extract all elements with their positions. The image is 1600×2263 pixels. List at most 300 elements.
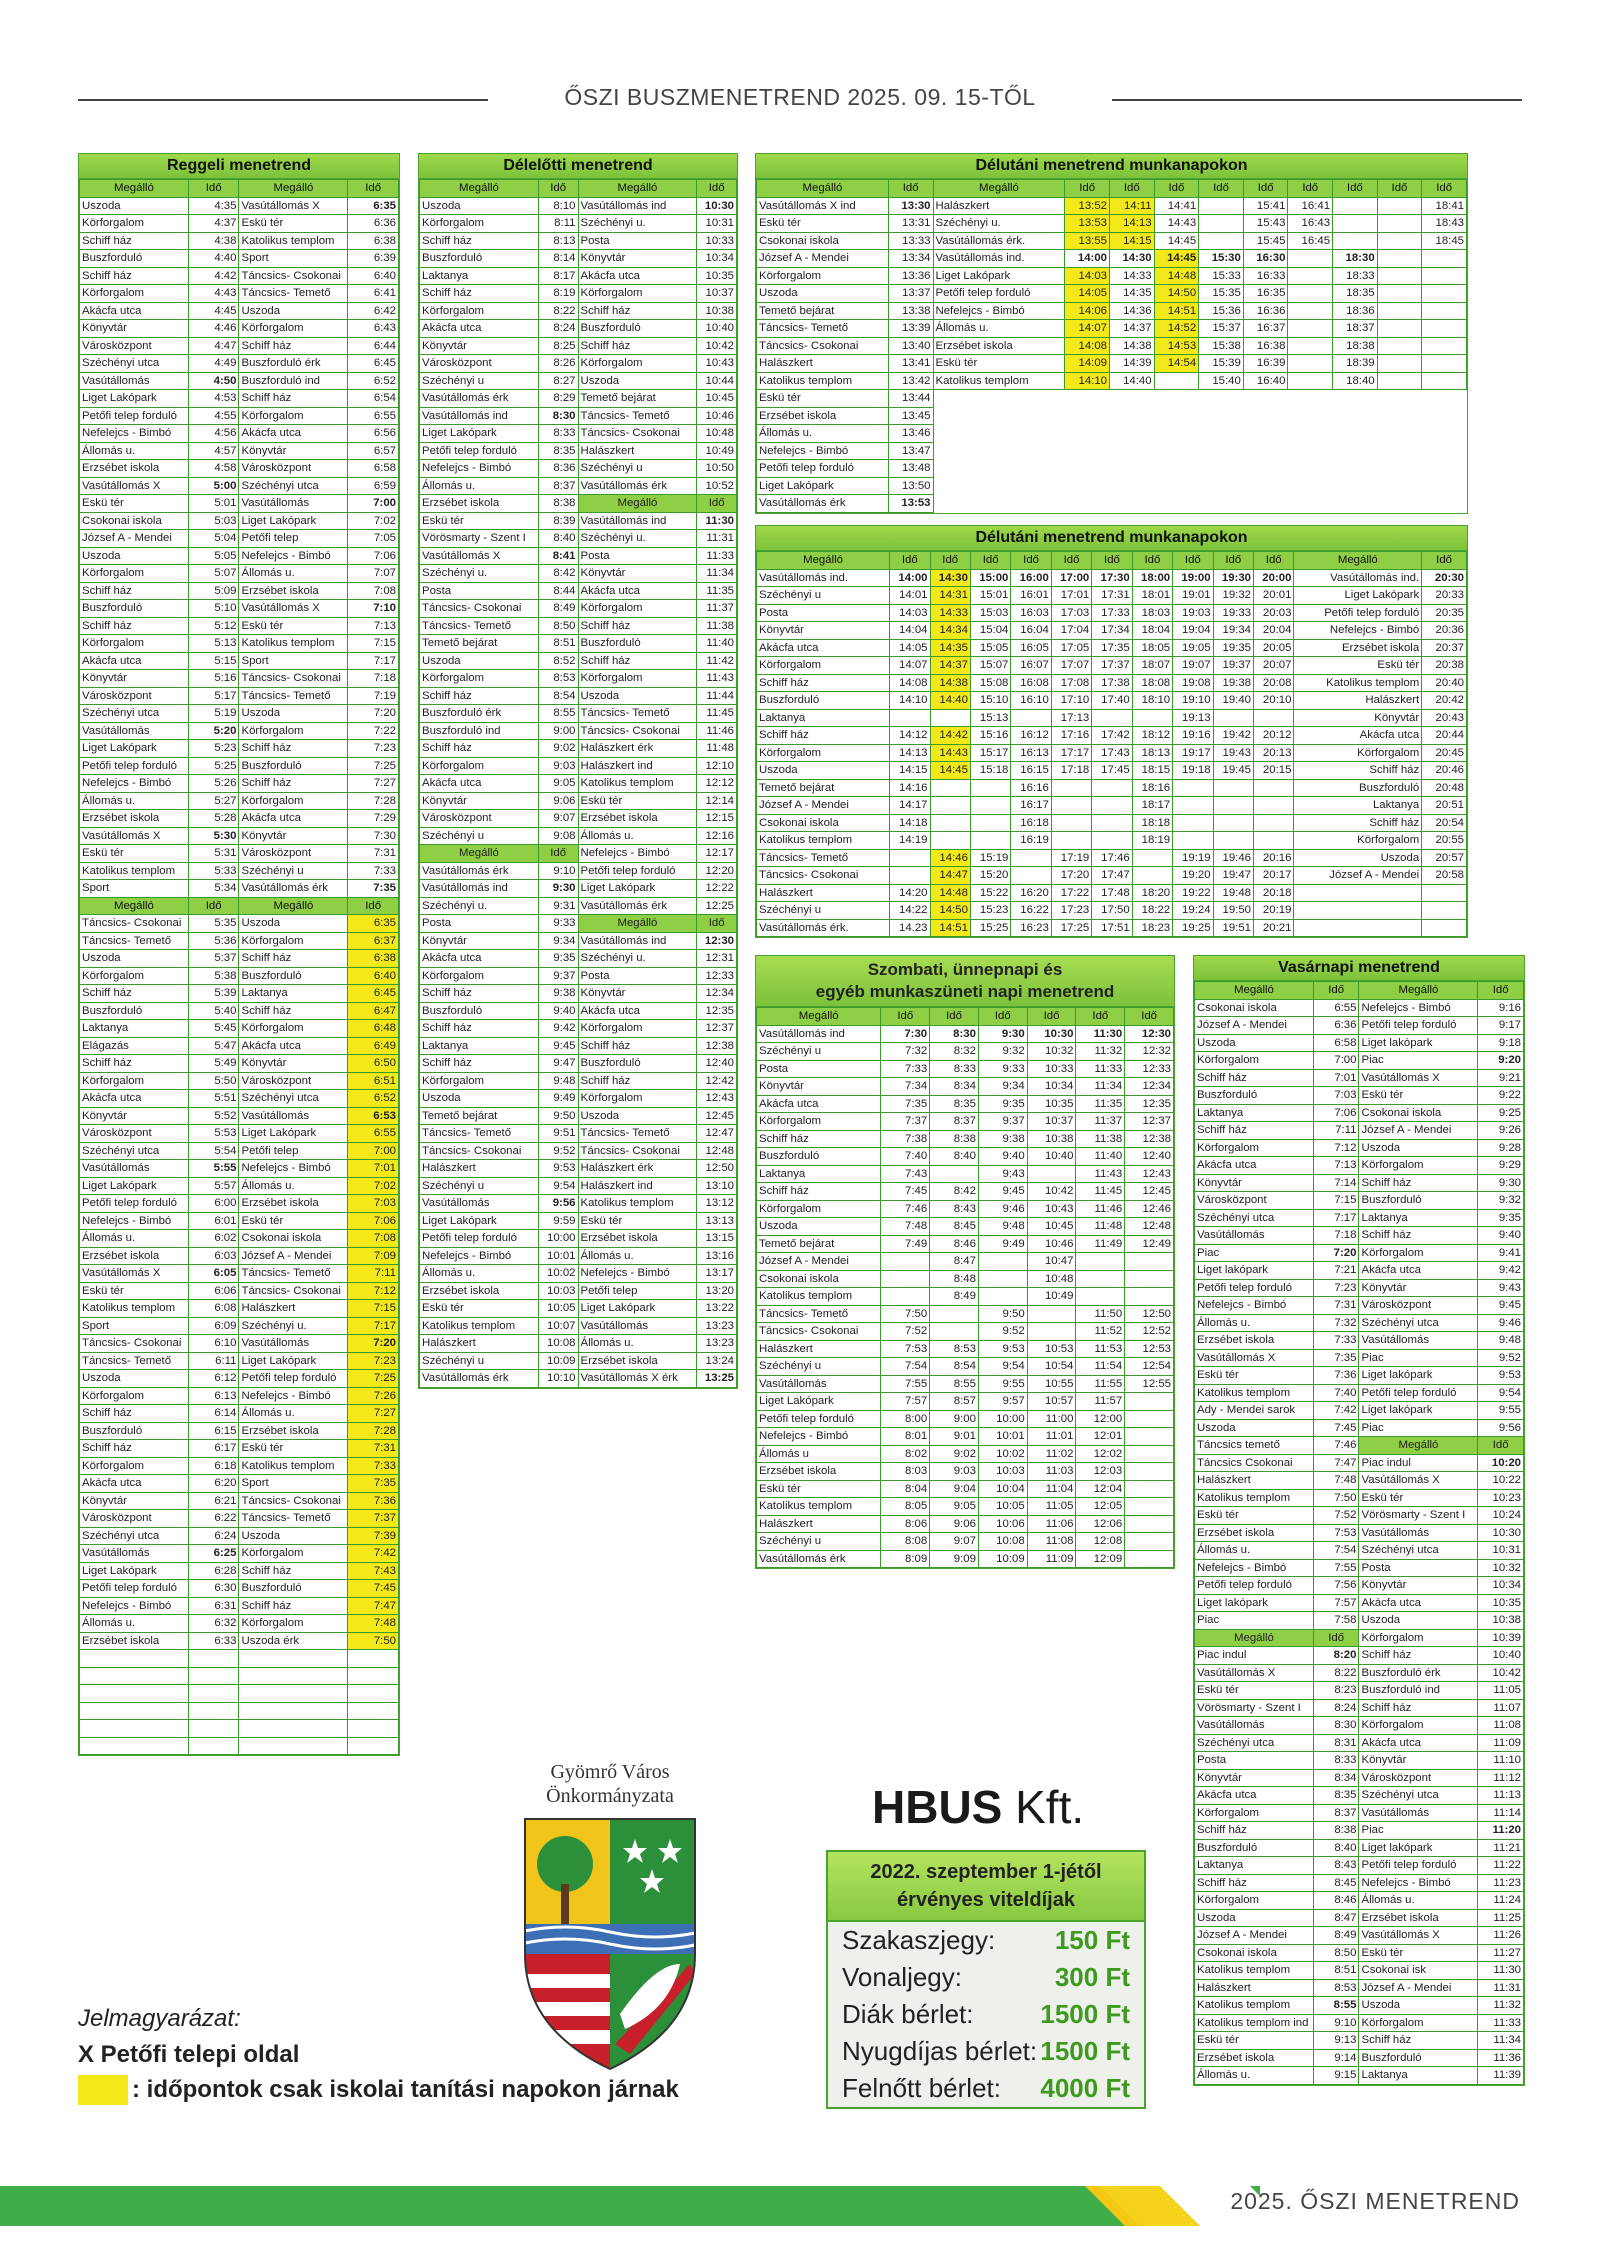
- timetable-cell: 8:29: [538, 390, 578, 408]
- timetable-cell: 14:03: [890, 604, 930, 622]
- timetable-cell: Schiff ház: [80, 985, 189, 1003]
- table-row: [757, 919, 1467, 937]
- timetable-cell: Erzsébet iskola: [239, 1422, 348, 1440]
- timetable-cell: 7:32: [1313, 1314, 1359, 1332]
- table-row: [80, 687, 399, 705]
- timetable-cell: 16:00: [1011, 569, 1051, 587]
- timetable-cell: Buszforduló érk: [239, 355, 348, 373]
- table-row: [1195, 1577, 1524, 1595]
- timetable-cell: 12:02: [1076, 1445, 1125, 1463]
- timetable-cell: [239, 1702, 348, 1720]
- timetable-cell: Schiff ház: [80, 267, 189, 285]
- timetable-cell: Liget Lakópark: [420, 425, 539, 443]
- timetable-cell: 20:21: [1254, 919, 1294, 937]
- timetable-cell: 10:00: [538, 1230, 578, 1248]
- timetable-cell: 11:30: [1076, 1025, 1125, 1043]
- timetable-cell: 17:19: [1051, 849, 1091, 867]
- table-row: [80, 932, 399, 950]
- timetable-cell: 10:10: [538, 1370, 578, 1388]
- table-row: [1195, 1367, 1524, 1385]
- table-row: [80, 320, 399, 338]
- timetable-cell: 8:40: [930, 1148, 979, 1166]
- table-row: [757, 587, 1467, 605]
- table-row: [1195, 1507, 1524, 1525]
- timetable-cell: 6:17: [188, 1440, 239, 1458]
- table-row: [80, 1370, 399, 1388]
- timetable-cell: 17:20: [1051, 867, 1091, 885]
- timetable-cell: Uszoda: [578, 687, 697, 705]
- timetable-cell: [1422, 267, 1467, 285]
- timetable-cell: Liget Lakópark: [578, 880, 697, 898]
- timetable-cell: Vasútállomás ind: [578, 197, 697, 215]
- timetable-cell: Liget Lakópark: [80, 1177, 189, 1195]
- timetable-cell: Akácfa utca: [1359, 1594, 1478, 1612]
- table-row: [420, 512, 737, 530]
- timetable-cell: Nefelejcs - Bimbó: [1359, 999, 1478, 1017]
- timetable-cell: 5:36: [188, 932, 239, 950]
- timetable-cell: Temető bejárat: [757, 1235, 881, 1253]
- timetable-cell: 18:36: [1333, 302, 1378, 320]
- timetable-cell: 12:38: [697, 1037, 737, 1055]
- timetable-cell: Könyvtár: [757, 1078, 881, 1096]
- timetable-cell: 10:34: [697, 250, 737, 268]
- timetable-cell: 12:38: [1125, 1130, 1174, 1148]
- timetable-cell: Idő: [1313, 1629, 1359, 1647]
- timetable-cell: 7:06: [1313, 1104, 1359, 1122]
- timetable-cell: Csokonai iskola: [239, 1230, 348, 1248]
- timetable-cell: [1288, 495, 1333, 513]
- timetable-cell: 9:42: [538, 1020, 578, 1038]
- timetable-cell: 4:56: [188, 425, 239, 443]
- timetable-cell: 18:43: [1422, 215, 1467, 233]
- timetable-cell: 15:20: [970, 867, 1010, 885]
- table-row: [420, 1037, 737, 1055]
- timetable-cell: Akácfa utca: [578, 1002, 697, 1020]
- timetable-cell: Schiff ház: [80, 232, 189, 250]
- timetable-cell: [1092, 779, 1132, 797]
- timetable-cell: Körforgalom: [578, 600, 697, 618]
- timetable-cell: 10:09: [978, 1550, 1027, 1568]
- table-row: [420, 635, 737, 653]
- timetable-cell: Akácfa utca: [80, 652, 189, 670]
- timetable-cell: Könyvtár: [239, 827, 348, 845]
- timetable-cell: 8:50: [538, 617, 578, 635]
- table-row: [1195, 1944, 1524, 1962]
- timetable-cell: Vasútállomás X: [420, 547, 539, 565]
- timetable-cell: [1288, 477, 1333, 495]
- timetable-cell: Idő: [1213, 552, 1253, 570]
- timetable-cell: Piac: [1359, 1052, 1478, 1070]
- timetable-cell: Idő: [1110, 180, 1155, 198]
- timetable-cell: [1154, 442, 1199, 460]
- timetable-cell: 11:37: [697, 600, 737, 618]
- timetable-cell: 19:22: [1173, 884, 1213, 902]
- timetable-cell: Körforgalom: [239, 932, 348, 950]
- timetable-cell: Petőfi telep forduló: [1359, 1857, 1478, 1875]
- timetable-cell: 8:55: [1313, 1997, 1359, 2015]
- timetable-cell: 9:50: [538, 1107, 578, 1125]
- timetable-cell: 10:22: [1478, 1472, 1524, 1490]
- timetable-cell: [1377, 390, 1422, 408]
- table-row: [80, 1650, 399, 1668]
- timetable-cell: 14:33: [930, 604, 970, 622]
- timetable-cell: Könyvtár: [80, 1492, 189, 1510]
- table-row: [420, 1265, 737, 1283]
- timetable-cell: Táncsics- Csokonai: [239, 1282, 348, 1300]
- timetable-cell: 7:15: [1313, 1192, 1359, 1210]
- coat-of-arms-icon: [520, 1814, 700, 2074]
- timetable-cell: 7:31: [348, 1440, 399, 1458]
- table-row: [1195, 1822, 1524, 1840]
- timetable-cell: 6:33: [188, 1632, 239, 1650]
- timetable-cell: Állomás u.: [933, 320, 1065, 338]
- timetable-cell: [80, 1702, 189, 1720]
- timetable-cell: 12:50: [1125, 1305, 1174, 1323]
- table-row: [1195, 1297, 1524, 1315]
- timetable-cell: 14:51: [930, 919, 970, 937]
- timetable-cell: 12:48: [1125, 1218, 1174, 1236]
- timetable-cell: 8:49: [538, 600, 578, 618]
- timetable-cell: 6:58: [1313, 1034, 1359, 1052]
- timetable-cell: 5:03: [188, 512, 239, 530]
- timetable-cell: 18:39: [1333, 355, 1378, 373]
- table-row: [420, 705, 737, 723]
- timetable-cell: Liget Lakópark: [933, 267, 1065, 285]
- timetable-cell: 20:00: [1254, 569, 1294, 587]
- timetable-cell: 19:38: [1213, 674, 1253, 692]
- timetable-reggeli: [78, 153, 400, 1756]
- table-row: [757, 1515, 1174, 1533]
- timetable-cell: 7:55: [881, 1375, 930, 1393]
- timetable-cell: 20:57: [1422, 849, 1467, 867]
- timetable-cell: 7:48: [1313, 1472, 1359, 1490]
- timetable-cell: [1422, 337, 1467, 355]
- table-row: [80, 862, 399, 880]
- timetable-cell: 8:10: [538, 197, 578, 215]
- table-row: [80, 967, 399, 985]
- timetable-cell: 7:33: [1313, 1332, 1359, 1350]
- timetable-cell: 5:50: [188, 1072, 239, 1090]
- timetable-cell: [1173, 779, 1213, 797]
- timetable-cell: 13:13: [697, 1212, 737, 1230]
- timetable-cell: Vasútállomás: [420, 1195, 539, 1213]
- timetable-cell: Petőfi telep forduló: [1195, 1279, 1314, 1297]
- timetable-cell: Megálló: [1195, 1629, 1314, 1647]
- table-row: [757, 762, 1467, 780]
- timetable-cell: Vasútállomás X: [239, 600, 348, 618]
- timetable-cell: 16:30: [1243, 250, 1288, 268]
- timetable-cell: 14:17: [890, 797, 930, 815]
- timetable-cell: Megálló: [239, 897, 348, 915]
- timetable-cell: Halászkert: [933, 197, 1065, 215]
- timetable-cell: 9:21: [1478, 1069, 1524, 1087]
- timetable-cell: Idő: [348, 897, 399, 915]
- timetable-cell: 5:05: [188, 547, 239, 565]
- timetable-cell: Könyvtár: [1359, 1752, 1478, 1770]
- timetable-cell: 8:46: [1313, 1892, 1359, 1910]
- timetable-cell: [933, 390, 1065, 408]
- timetable-cell: Halászkert ind: [578, 1177, 697, 1195]
- timetable-cell: Schiff ház: [1294, 814, 1422, 832]
- timetable-cell: 12:10: [697, 757, 737, 775]
- timetable-cell: 4:46: [188, 320, 239, 338]
- timetable-cell: Csokonai iskola: [1359, 1104, 1478, 1122]
- table-row: [80, 880, 399, 898]
- timetable-cell: 14:45: [1154, 232, 1199, 250]
- timetable-cell: 11:48: [1076, 1218, 1125, 1236]
- timetable-cell: 4:55: [188, 407, 239, 425]
- table-row: [80, 722, 399, 740]
- timetable-cell: 17:30: [1092, 569, 1132, 587]
- timetable-cell: 14:37: [930, 657, 970, 675]
- timetable-cell: 7:03: [348, 1195, 399, 1213]
- timetable-cell: 11:33: [697, 547, 737, 565]
- table-row: [420, 337, 737, 355]
- timetable-cell: [1243, 442, 1288, 460]
- timetable-cell: 5:30: [188, 827, 239, 845]
- timetable-cell: 6:43: [348, 320, 399, 338]
- timetable-cell: Akácfa utca: [1359, 1734, 1478, 1752]
- timetable-cell: 20:40: [1422, 674, 1467, 692]
- timetable-cell: 9:00: [538, 722, 578, 740]
- timetable-cell: 8:57: [930, 1393, 979, 1411]
- timetable-cell: 16:05: [1011, 639, 1051, 657]
- footer-title: 2025. ŐSZI MENETREND: [1230, 2188, 1520, 2214]
- legend-yellow-note: [78, 2075, 679, 2105]
- timetable-cell: [1173, 814, 1213, 832]
- timetable-cell: Erzsébet iskola: [1359, 1909, 1478, 1927]
- table-row: [80, 1667, 399, 1685]
- timetable-cell: 9:53: [538, 1160, 578, 1178]
- table-row: [420, 1282, 737, 1300]
- timetable-cell: 11:46: [697, 722, 737, 740]
- table-row: [1195, 1699, 1524, 1717]
- timetable-cell: Táncsics- Csokonai: [239, 1492, 348, 1510]
- timetable-cell: 9:16: [1478, 999, 1524, 1017]
- timetable-cell: 7:13: [1313, 1157, 1359, 1175]
- timetable-cell: 17:42: [1092, 727, 1132, 745]
- table-row: [420, 1195, 737, 1213]
- timetable-cell: [1377, 215, 1422, 233]
- timetable-cell: Idő: [1065, 180, 1110, 198]
- timetable-cell: [80, 1720, 189, 1738]
- timetable-cell: Körforgalom: [80, 285, 189, 303]
- timetable-cell: 16:20: [1011, 884, 1051, 902]
- timetable-cell: [1294, 884, 1422, 902]
- timetable-cell: 10:01: [538, 1247, 578, 1265]
- table-row: [1195, 1454, 1524, 1472]
- timetable-cell: 4:42: [188, 267, 239, 285]
- timetable-cell: Nefelejcs - Bimbó: [1359, 1874, 1478, 1892]
- timetable-cell: 11:35: [1076, 1095, 1125, 1113]
- timetable-cell: 9:52: [978, 1323, 1027, 1341]
- timetable-cell: 7:55: [1313, 1559, 1359, 1577]
- timetable-cell: 11:24: [1478, 1892, 1524, 1910]
- timetable-cell: Könyvtár: [1294, 709, 1422, 727]
- timetable-cell: 7:37: [881, 1113, 930, 1131]
- table-row: [80, 1632, 399, 1650]
- timetable-cell: József A - Mendei: [757, 797, 890, 815]
- timetable-cell: 15:36: [1199, 302, 1244, 320]
- page-title: ŐSZI BUSZMENETREND 2025. 09. 15-TŐL: [564, 84, 1036, 110]
- timetable-cell: 7:46: [881, 1200, 930, 1218]
- timetable-title: Vasárnapi menetrend: [1194, 956, 1524, 981]
- timetable-cell: Vasútállomás X érk: [578, 1370, 697, 1388]
- table-row: [80, 635, 399, 653]
- timetable-cell: Eskü tér: [420, 1300, 539, 1318]
- timetable-cell: Schiff ház: [80, 1405, 189, 1423]
- timetable-cell: 7:26: [348, 1387, 399, 1405]
- table-row: [80, 1125, 399, 1143]
- timetable-cell: 11:34: [1076, 1078, 1125, 1096]
- timetable-cell: Sport: [239, 652, 348, 670]
- timetable-cell: 19:13: [1173, 709, 1213, 727]
- timetable-cell: 10:54: [1027, 1358, 1076, 1376]
- timetable-cell: Könyvtár: [420, 932, 539, 950]
- table-row: [420, 442, 737, 460]
- timetable-cell: 20:51: [1422, 797, 1467, 815]
- timetable-cell: 9:56: [1478, 1419, 1524, 1437]
- timetable-cell: 13:52: [1065, 197, 1110, 215]
- timetable-cell: Schiff ház: [239, 1597, 348, 1615]
- timetable-cell: 9:04: [930, 1480, 979, 1498]
- timetable-cell: Széchényi u: [757, 902, 890, 920]
- timetable-cell: 11:03: [1027, 1463, 1076, 1481]
- table-row: [80, 915, 399, 933]
- timetable-cell: Buszforduló érk: [1359, 1664, 1478, 1682]
- timetable-cell: 10:03: [538, 1282, 578, 1300]
- timetable-cell: Csokonai iskola: [1195, 1944, 1314, 1962]
- table-row: [757, 1550, 1174, 1568]
- table-row: [757, 1305, 1174, 1323]
- timetable-cell: Idő: [890, 552, 930, 570]
- timetable-cell: 6:30: [188, 1580, 239, 1598]
- timetable-cell: Akácfa utca: [420, 950, 539, 968]
- timetable-cell: Könyvtár: [420, 792, 539, 810]
- timetable-cell: 10:48: [697, 425, 737, 443]
- table-row: [420, 1300, 737, 1318]
- table-row: [757, 285, 1467, 303]
- timetable-cell: 13:12: [697, 1195, 737, 1213]
- timetable-cell: Körforgalom: [1359, 1629, 1478, 1647]
- timetable-cell: Városközpont: [420, 355, 539, 373]
- table-row: [1195, 1682, 1524, 1700]
- timetable-cell: 8:23: [1313, 1682, 1359, 1700]
- timetable-cell: Schiff ház: [1195, 1069, 1314, 1087]
- timetable-cell: [1125, 1393, 1174, 1411]
- timetable-cell: 7:32: [881, 1043, 930, 1061]
- timetable-cell: 11:42: [697, 652, 737, 670]
- timetable-cell: [1065, 460, 1110, 478]
- timetable-cell: Eskü tér: [757, 390, 889, 408]
- timetable-cell: [1333, 215, 1378, 233]
- timetable-cell: 9:49: [538, 1090, 578, 1108]
- timetable-cell: Schiff ház: [757, 1130, 881, 1148]
- timetable-cell: Könyvtár: [1195, 1174, 1314, 1192]
- timetable-cell: 16:36: [1243, 302, 1288, 320]
- timetable-cell: Erzsébet iskola: [757, 1463, 881, 1481]
- timetable-cell: [1092, 832, 1132, 850]
- timetable-cell: 9:14: [1313, 2049, 1359, 2067]
- timetable-cell: Schiff ház: [420, 1055, 539, 1073]
- table-row: [420, 197, 737, 215]
- timetable-cell: [1011, 849, 1051, 867]
- timetable-cell: 8:49: [930, 1288, 979, 1306]
- timetable-cell: Vasútállomás érk.: [757, 919, 890, 937]
- timetable-cell: Körforgalom: [80, 635, 189, 653]
- timetable-cell: 10:02: [978, 1445, 1027, 1463]
- timetable-cell: 10:55: [1027, 1375, 1076, 1393]
- timetable-cell: Uszoda: [80, 547, 189, 565]
- timetable-cell: 8:31: [1313, 1734, 1359, 1752]
- timetable-cell: Könyvtár: [239, 1055, 348, 1073]
- timetable-cell: Buszforduló érk: [420, 705, 539, 723]
- timetable-cell: [1110, 390, 1155, 408]
- table-row: [80, 1475, 399, 1493]
- timetable-cell: 18:05: [1132, 639, 1172, 657]
- table-row: [1195, 1612, 1524, 1630]
- table-row: [420, 460, 737, 478]
- timetable-cell: 8:35: [1313, 1787, 1359, 1805]
- timetable-cell: 7:47: [348, 1597, 399, 1615]
- timetable-cell: 10:07: [538, 1317, 578, 1335]
- timetable-title: Délutáni menetrend munkanapokon: [756, 154, 1467, 179]
- table-row: [420, 862, 737, 880]
- timetable-cell: Katolikus templom: [1294, 674, 1422, 692]
- timetable-cell: [1125, 1410, 1174, 1428]
- table-row: [420, 600, 737, 618]
- timetable-cell: Széchényi utca: [1359, 1314, 1478, 1332]
- timetable-cell: Liget lakópark: [1195, 1594, 1314, 1612]
- timetable-cell: 18:35: [1333, 285, 1378, 303]
- timetable-cell: 8:52: [538, 652, 578, 670]
- timetable-cell: 7:30: [348, 827, 399, 845]
- table-row: [80, 1562, 399, 1580]
- timetable-cell: 11:32: [1478, 1997, 1524, 2015]
- timetable-cell: 6:42: [348, 302, 399, 320]
- timetable-cell: Eskü tér: [420, 512, 539, 530]
- timetable-cell: 10:32: [1027, 1043, 1076, 1061]
- timetable-cell: [1254, 832, 1294, 850]
- timetable-cell: 6:25: [188, 1545, 239, 1563]
- timetable-cell: Vasútállomás X: [1195, 1349, 1314, 1367]
- timetable-cell: 10:05: [978, 1498, 1027, 1516]
- timetable-cell: 17:23: [1051, 902, 1091, 920]
- timetable-cell: Vasútállomás: [1195, 1717, 1314, 1735]
- timetable-cell: [1422, 425, 1467, 443]
- timetable-cell: 9:28: [1478, 1139, 1524, 1157]
- timetable-cell: Körforgalom: [420, 215, 539, 233]
- timetable-cell: Körforgalom: [757, 744, 890, 762]
- timetable-cell: Erzsébet iskola: [933, 337, 1065, 355]
- table-row: [757, 779, 1467, 797]
- table-row: [80, 1685, 399, 1703]
- timetable-cell: Körforgalom: [239, 1615, 348, 1633]
- timetable-cell: 14:47: [930, 867, 970, 885]
- timetable-cell: Eskü tér: [578, 1212, 697, 1230]
- timetable-cell: 13:50: [888, 477, 933, 495]
- timetable-cell: [188, 1702, 239, 1720]
- timetable-cell: Uszoda: [239, 1527, 348, 1545]
- timetable-cell: Körforgalom: [578, 285, 697, 303]
- timetable-cell: 13:36: [888, 267, 933, 285]
- timetable-cell: 9:33: [538, 915, 578, 933]
- timetable-cell: 6:21: [188, 1492, 239, 1510]
- timetable-cell: 19:17: [1173, 744, 1213, 762]
- timetable-cell: Erzsébet iskola: [420, 1282, 539, 1300]
- timetable-cell: Schiff ház: [757, 674, 890, 692]
- timetable-cell: 18:08: [1132, 674, 1172, 692]
